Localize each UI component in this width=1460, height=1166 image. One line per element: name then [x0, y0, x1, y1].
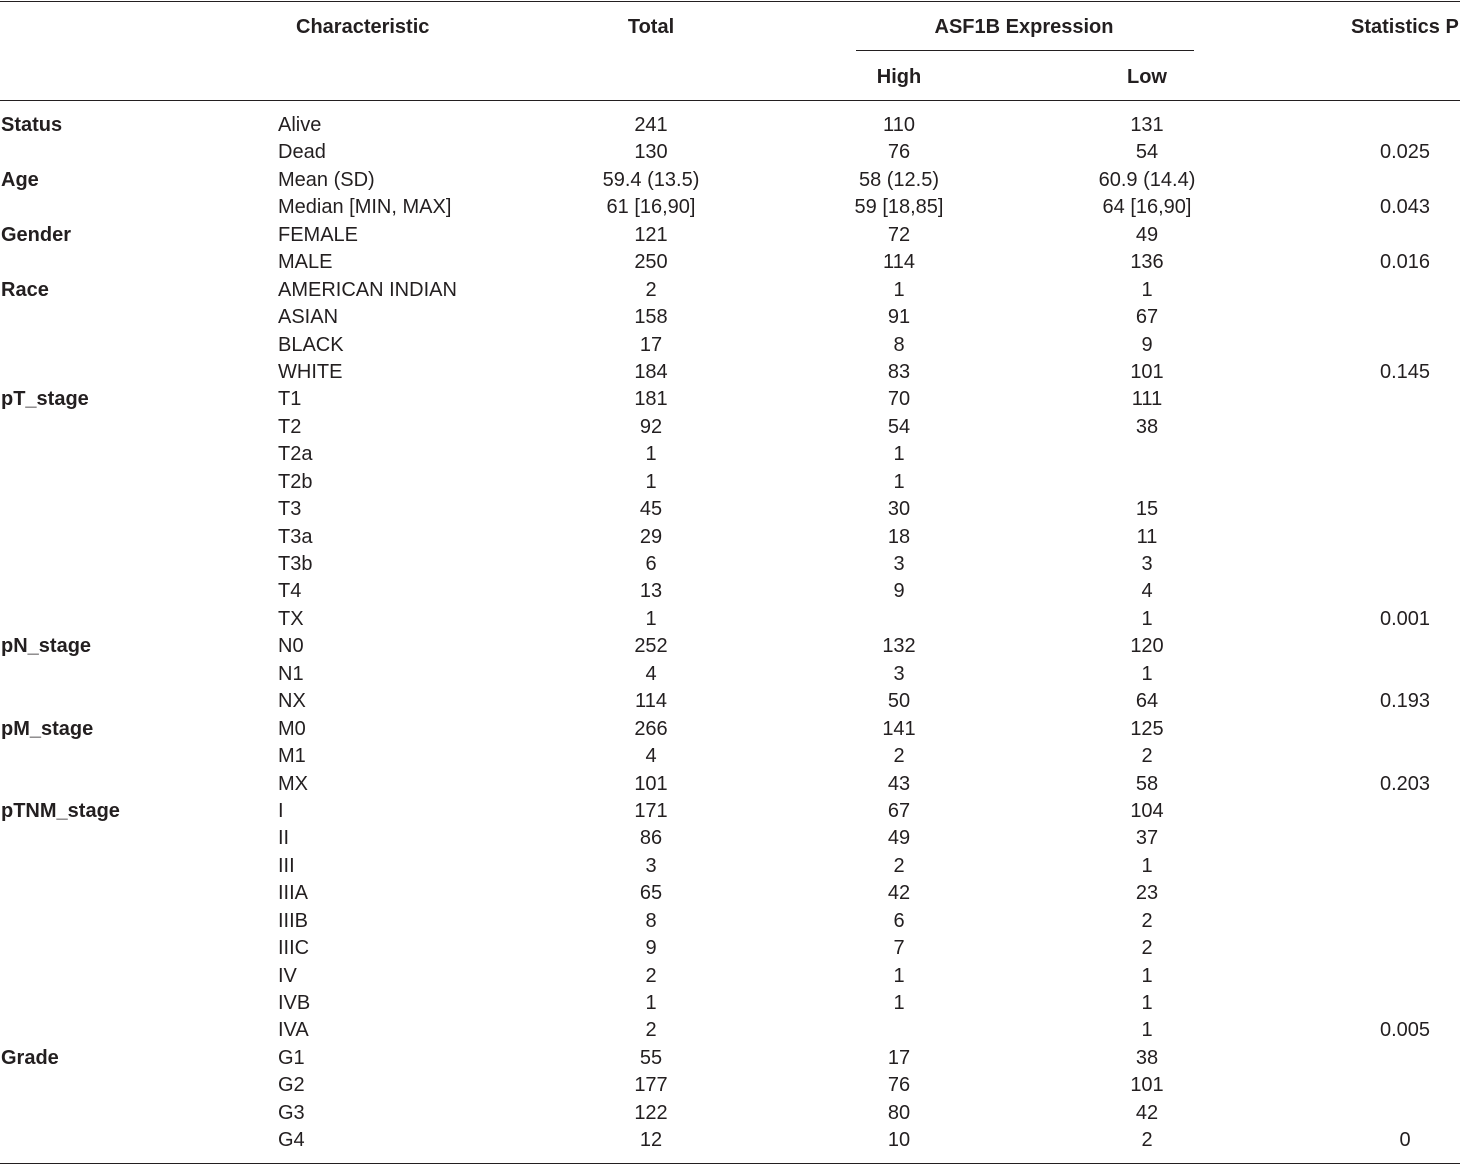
cell-total: 9	[645, 937, 657, 960]
cell-p-value: 0.025	[1379, 141, 1431, 164]
table-row	[0, 661, 1460, 688]
cell-p-value: 0	[1399, 1129, 1411, 1152]
header-statistics-p: Statistics P	[1351, 16, 1459, 38]
cell-low: 1	[1141, 662, 1153, 685]
table-row	[0, 771, 1460, 798]
cell-total: 266	[634, 717, 668, 740]
cell-low: 38	[1135, 1046, 1159, 1069]
cell-high: 1	[893, 992, 905, 1014]
table-row	[0, 633, 1460, 660]
cell-total: 13	[639, 580, 663, 603]
cell-category: IIIC	[278, 937, 310, 960]
cell-category: G3	[278, 1101, 305, 1124]
cell-total: 92	[639, 415, 663, 438]
cell-high: 49	[887, 827, 911, 850]
cell-low: 111	[1131, 388, 1163, 411]
cell-low: 1	[1141, 607, 1153, 630]
table-row	[0, 524, 1460, 551]
cell-category: N0	[278, 635, 304, 658]
cell-total: 1	[645, 470, 657, 493]
cell-category: G1	[278, 1046, 305, 1069]
cell-category: IV	[278, 964, 297, 987]
cell-low: 58	[1135, 772, 1159, 795]
table-header-rule	[0, 100, 1460, 101]
cell-category: T3	[278, 498, 302, 521]
cell-category: IVB	[278, 992, 311, 1014]
cell-category: N1	[278, 662, 304, 685]
cell-low: 1	[1141, 854, 1153, 877]
cell-total: 181	[634, 388, 668, 411]
cell-high: 76	[887, 141, 911, 164]
cell-high: 54	[887, 415, 911, 438]
cell-variable: Status	[1, 114, 63, 136]
cell-variable: Age	[1, 168, 39, 191]
cell-high: 141	[882, 717, 916, 740]
cell-total: 4	[645, 745, 657, 768]
cell-high: 2	[893, 745, 905, 768]
header-high: High	[876, 66, 922, 88]
cell-low: 104	[1130, 799, 1164, 822]
cell-high: 30	[887, 498, 911, 521]
cell-category: TX	[278, 607, 304, 630]
cell-low: 131	[1130, 114, 1164, 136]
cell-category: NX	[278, 690, 306, 713]
cell-low: 1	[1141, 964, 1153, 987]
table-row	[0, 194, 1460, 221]
table-row	[0, 441, 1460, 468]
cell-category: II	[278, 827, 290, 850]
cell-high: 1	[893, 470, 905, 493]
table-row	[0, 935, 1460, 962]
cell-total: 86	[639, 827, 663, 850]
cell-variable: Race	[1, 278, 49, 301]
cell-category: T3a	[278, 525, 313, 548]
cell-low: 60.9 (14.4)	[1098, 168, 1196, 191]
cell-low: 1	[1141, 992, 1153, 1014]
cell-total: 45	[639, 498, 663, 521]
cell-high: 110	[883, 114, 915, 136]
cell-total: 130	[634, 141, 668, 164]
cell-variable: pM_stage	[1, 717, 94, 740]
table-row	[0, 798, 1460, 825]
cell-low: 2	[1141, 937, 1153, 960]
cell-low: 120	[1130, 635, 1164, 658]
cell-category: AMERICAN INDIAN	[278, 278, 457, 301]
cell-low: 67	[1135, 306, 1159, 329]
cell-total: 2	[645, 278, 657, 301]
cell-category: IIIA	[278, 882, 309, 905]
table-row	[0, 304, 1460, 331]
cell-total: 114	[635, 690, 667, 713]
cell-category: WHITE	[278, 360, 343, 383]
cell-low: 37	[1135, 827, 1159, 850]
cell-high: 114	[883, 251, 915, 274]
cell-category: T1	[278, 388, 302, 411]
cell-category: ASIAN	[278, 306, 339, 329]
table-row	[0, 990, 1460, 1017]
cell-high: 2	[893, 854, 905, 877]
table-row	[0, 1100, 1460, 1127]
cell-low: 2	[1141, 745, 1153, 768]
table-row	[0, 359, 1460, 386]
cell-high: 3	[893, 553, 905, 575]
cell-high: 42	[887, 882, 911, 905]
table-row	[0, 963, 1460, 990]
cell-low: 101	[1130, 1074, 1164, 1097]
cell-total: 59.4 (13.5)	[602, 168, 700, 191]
cell-p-value: 0.203	[1379, 772, 1431, 795]
cell-category: Median [MIN, MAX]	[278, 196, 452, 219]
cell-total: 122	[634, 1101, 668, 1124]
cell-low: 42	[1135, 1101, 1159, 1124]
cell-variable: pTNM_stage	[1, 799, 120, 822]
cell-high: 76	[887, 1074, 911, 1097]
cell-high: 3	[893, 662, 905, 685]
cell-total: 2	[645, 964, 657, 987]
cell-category: M0	[278, 717, 306, 740]
table-row	[0, 112, 1460, 139]
table-row	[0, 880, 1460, 907]
cell-total: 65	[639, 882, 663, 905]
cell-total: 101	[634, 772, 668, 795]
cell-low: 2	[1141, 1129, 1153, 1152]
cell-high: 9	[893, 580, 905, 603]
cell-high: 70	[887, 388, 911, 411]
cell-category: MX	[278, 772, 308, 795]
table-row	[0, 414, 1460, 441]
cell-total: 250	[634, 251, 668, 274]
cell-low: 64	[1135, 690, 1159, 713]
cell-p-value: 0.016	[1379, 251, 1431, 274]
table-row	[0, 496, 1460, 523]
cell-high: 91	[887, 306, 911, 329]
cell-low: 1	[1141, 1019, 1153, 1042]
cell-high: 1	[893, 964, 905, 987]
table-row	[0, 606, 1460, 633]
cell-p-value: 0.193	[1379, 690, 1431, 713]
cell-high: 6	[893, 909, 905, 932]
cell-low: 11	[1136, 525, 1158, 548]
table-row	[0, 222, 1460, 249]
cell-total: 29	[639, 525, 663, 548]
table-row	[0, 825, 1460, 852]
cell-p-value: 0.001	[1379, 607, 1431, 630]
cell-category: IVA	[278, 1019, 309, 1042]
cell-category: G4	[278, 1129, 305, 1152]
cell-low: 2	[1141, 909, 1153, 932]
cell-low: 3	[1141, 553, 1153, 575]
cell-category: Dead	[278, 141, 326, 164]
cell-p-value: 0.005	[1379, 1019, 1431, 1042]
table-row	[0, 386, 1460, 413]
cell-total: 6	[645, 553, 657, 575]
cell-variable: Grade	[1, 1046, 59, 1069]
cell-category: FEMALE	[278, 223, 359, 246]
table-row	[0, 249, 1460, 276]
cell-category: III	[278, 854, 295, 877]
cell-category: M1	[278, 745, 306, 768]
cell-low: 64 [16,90]	[1102, 196, 1192, 219]
cell-low: 15	[1135, 498, 1159, 521]
cell-low: 101	[1130, 360, 1164, 383]
table-row	[0, 743, 1460, 770]
cell-category: BLACK	[278, 333, 344, 356]
cell-category: T4	[278, 580, 302, 603]
cell-total: 158	[634, 306, 668, 329]
cell-total: 55	[639, 1046, 663, 1069]
cell-variable: pT_stage	[1, 388, 89, 411]
cell-low: 136	[1130, 251, 1164, 274]
cell-low: 38	[1135, 415, 1159, 438]
cell-high: 17	[887, 1046, 911, 1069]
header-low: Low	[1127, 66, 1167, 88]
cell-category: Mean (SD)	[278, 168, 375, 191]
cell-p-value: 0.043	[1379, 196, 1431, 219]
table-row	[0, 469, 1460, 496]
cell-total: 12	[639, 1129, 663, 1152]
cell-category: IIIB	[278, 909, 309, 932]
cell-high: 132	[882, 635, 916, 658]
cell-low: 9	[1141, 333, 1153, 356]
table-row	[0, 1045, 1460, 1072]
cell-total: 252	[634, 635, 668, 658]
table-row	[0, 716, 1460, 743]
table-row	[0, 332, 1460, 359]
cell-low: 23	[1135, 882, 1159, 905]
cell-high: 67	[887, 799, 911, 822]
cell-low: 1	[1141, 278, 1153, 301]
cell-high: 43	[887, 772, 911, 795]
cell-total: 184	[634, 360, 668, 383]
table-row	[0, 1127, 1460, 1154]
cell-low: 54	[1135, 141, 1159, 164]
cell-category: MALE	[278, 251, 333, 274]
table-row	[0, 277, 1460, 304]
cell-high: 72	[887, 223, 911, 246]
cell-low: 4	[1141, 580, 1153, 603]
cell-total: 2	[645, 1019, 657, 1042]
header-characteristic: Characteristic	[296, 16, 430, 38]
cell-high: 10	[887, 1129, 911, 1152]
cell-category: T3b	[278, 553, 313, 575]
cell-total: 241	[634, 114, 668, 136]
cell-high: 59 [18,85]	[854, 196, 944, 219]
cell-category: T2	[278, 415, 302, 438]
cell-total: 1	[645, 443, 657, 466]
cell-total: 1	[645, 992, 657, 1014]
cell-high: 1	[893, 443, 905, 466]
table-row	[0, 1072, 1460, 1099]
table-row	[0, 139, 1460, 166]
cell-total: 17	[639, 333, 663, 356]
cell-total: 121	[634, 223, 668, 246]
cell-total: 8	[645, 909, 657, 932]
cell-total: 171	[634, 799, 668, 822]
cell-high: 7	[893, 937, 905, 960]
cell-low: 125	[1130, 717, 1164, 740]
cell-high: 80	[887, 1101, 911, 1124]
cell-high: 50	[887, 690, 911, 713]
cell-variable: pN_stage	[1, 635, 92, 658]
cell-total: 177	[634, 1074, 668, 1097]
header-total: Total	[627, 16, 675, 38]
cell-high: 58 (12.5)	[858, 168, 940, 191]
table-row	[0, 688, 1460, 715]
table-row	[0, 167, 1460, 194]
cell-category: G2	[278, 1074, 305, 1097]
table-bottom-rule	[0, 1163, 1460, 1164]
table-top-rule	[0, 1, 1460, 2]
cell-high: 83	[887, 360, 911, 383]
cell-category: I	[278, 799, 284, 822]
header-asf1b-expression: ASF1B Expression	[934, 16, 1114, 38]
expression-span-rule	[856, 50, 1194, 51]
table-row	[0, 551, 1460, 578]
cell-high: 18	[887, 525, 911, 548]
table-row	[0, 1017, 1460, 1044]
cell-p-value: 0.145	[1379, 360, 1431, 383]
table-body	[0, 112, 1460, 1155]
cell-category: Alive	[278, 114, 322, 136]
table-row	[0, 578, 1460, 605]
cell-high: 1	[893, 278, 905, 301]
cell-category: T2a	[278, 443, 313, 466]
cell-high: 8	[893, 333, 905, 356]
table-row	[0, 908, 1460, 935]
cell-total: 61 [16,90]	[606, 196, 696, 219]
cell-total: 3	[645, 854, 657, 877]
table-row	[0, 853, 1460, 880]
cell-total: 4	[645, 662, 657, 685]
cell-category: T2b	[278, 470, 313, 493]
cell-variable: Gender	[1, 223, 72, 246]
cell-low: 49	[1135, 223, 1159, 246]
cell-total: 1	[645, 607, 657, 630]
